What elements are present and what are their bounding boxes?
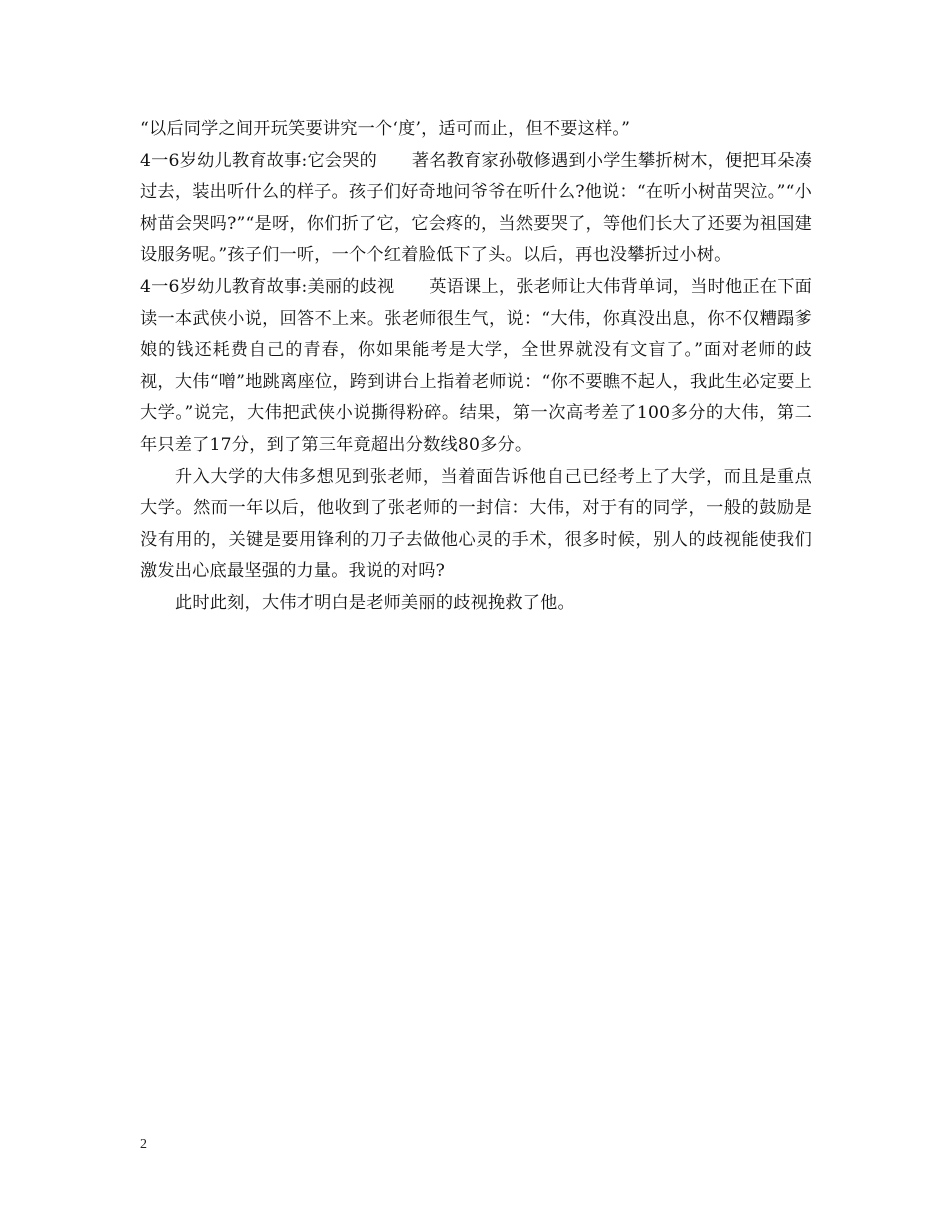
story-title: 4一6岁幼儿教育故事:它会哭的 <box>140 150 412 171</box>
paragraph-story-it-will-cry <box>140 146 812 272</box>
paragraph-university-letter <box>140 462 812 588</box>
story-title: 4一6岁幼儿教育故事:美丽的歧视 <box>140 276 430 297</box>
paragraph-closing-quote <box>140 114 812 146</box>
paragraph-text: 此时此刻，大伟才明白是老师美丽的歧视挽救了他。 <box>175 592 575 613</box>
paragraph-text: 升入大学的大伟多想见到张老师，当着面告诉他自己已经考上了大学，而且是重点大学。然而一年以后，他收到了张老师的一封信：大伟，对于有的同学，一般的鼓励是没有用的，关键是要用锋利的刀子去做他心灵的手术，很多时候，别人的歧视能使我们激发出心底最坚强的力量。我说的对吗? <box>140 466 812 582</box>
paragraph-text: “以后同学之间开玩笑要讲究一个‘度’，适可而止，但不要这样。” <box>140 119 631 139</box>
document-body <box>140 114 812 620</box>
page-number: 2 <box>140 1137 147 1152</box>
paragraph-text: 英语课上，张老师让大伟背单词，当时他正在下面读一本武侠小说，回答不上来。张老师很生气，说：“大伟，你真没出息，你不仅糟蹋爹娘的钱还耗费自己的青春，你如果能考是大学，全世界就没有文盲了。”面对老师的歧视，大伟“噌”地跳离座位，跨到讲台上指着老师说：“你不要瞧不起人，我此生必定要上大学。”说完，大伟把武侠小说撕得粉碎。结果，第一次高考差了100多分的大伟，第二年只差了17分，到了第三年竟超出分数线80多分。 <box>140 276 813 455</box>
paragraph-text: 著名教育家孙敬修遇到小学生攀折树木，便把耳朵凑过去，装出听什么的样子。孩子们好奇地问爷爷在听什么?他说：“在听小树苗哭泣。”“小树苗会哭吗?”“是呀，你们折了它，它会疼的，当然要哭了，等他们长大了还要为祖国建设服务呢。”孩子们一听，一个个红着脸低下了头。以后，再也没攀折过小树。 <box>140 150 812 266</box>
paragraph-story-beautiful-discrimination <box>140 272 812 462</box>
paragraph-conclusion <box>140 588 812 620</box>
